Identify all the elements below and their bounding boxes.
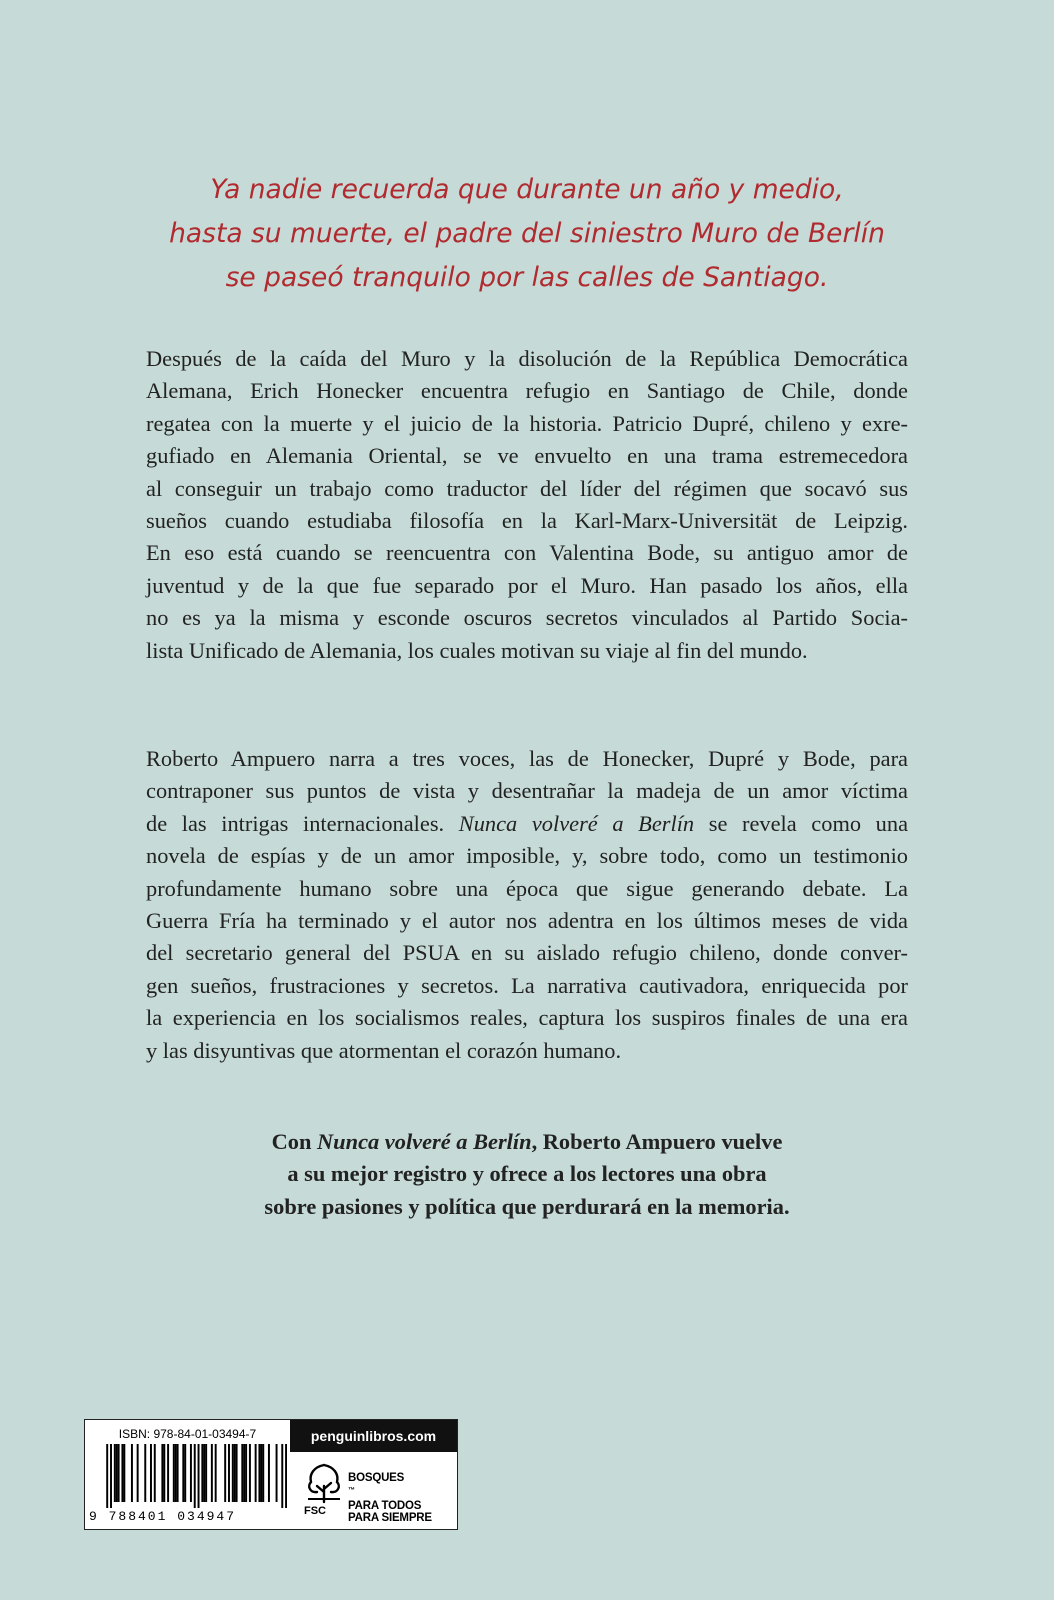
fsc-label: FSC	[304, 1505, 326, 1517]
closing-statement	[146, 1126, 908, 1223]
barcode-digits: 9 788401 034947	[89, 1509, 237, 1524]
barcode-bar	[285, 1444, 287, 1508]
barcode-bar	[116, 1444, 118, 1502]
tagline-line-3: se paseó tranquilo por las calles de Santiago.	[225, 262, 829, 293]
barcode-bar	[236, 1444, 238, 1502]
barcode-icon	[91, 1444, 287, 1508]
text-line: En eso está cuando se reencuentra con Valentina Bode, su antiguo amor de	[146, 540, 908, 566]
text-fragment: Con	[271, 1129, 317, 1154]
text-line: a su mejor registro y ofrece a los lectores una obra	[287, 1161, 767, 1187]
barcode-bar	[243, 1444, 245, 1502]
barcode-bar	[118, 1444, 120, 1502]
text-line: del secretario general del PSUA en su aislado refugio chileno, donde conver-	[146, 940, 908, 966]
barcode-bar	[276, 1444, 278, 1502]
barcode-bar	[258, 1444, 260, 1502]
synopsis-paragraph-1	[146, 343, 908, 667]
barcode-bar	[281, 1444, 283, 1508]
fsc-line: PARA SIEMPRE	[348, 1512, 432, 1525]
barcode-bar	[114, 1444, 116, 1502]
tagline-quote	[110, 168, 944, 300]
text-fragment: se revela como una	[694, 810, 909, 836]
text-line: sobre pasiones y política que perdurará en la memoria.	[264, 1193, 790, 1219]
barcode-bar	[232, 1444, 234, 1502]
fsc-slogan	[348, 1472, 432, 1525]
barcode-bar	[123, 1444, 125, 1502]
barcode-bar	[262, 1444, 264, 1502]
fsc-line: PARA TODOS	[348, 1499, 422, 1512]
barcode-bar	[249, 1444, 251, 1502]
text-line: lista Unificado de Alemania, los cuales motivan su viaje al fin del mundo.	[146, 637, 808, 663]
text-line: regatea con la muerte y el juicio de la historia. Patricio Dupré, chileno y exre-	[146, 410, 908, 436]
barcode-bar	[198, 1444, 200, 1508]
publisher-url: penguinlibros.com	[290, 1420, 457, 1452]
text-line	[146, 808, 908, 840]
isbn-label: ISBN: 978-84-01-03494-7	[118, 1427, 257, 1441]
text-line: gen sueños, frustraciones y secretos. La narrativa cautivadora, enriquecida por	[146, 972, 908, 998]
text-line: Después de la caída del Muro y la disolución de la República Democrática	[146, 346, 908, 371]
barcode-bar	[182, 1444, 184, 1502]
barcode-bar	[154, 1444, 156, 1502]
barcode-bar	[224, 1444, 226, 1502]
fsc-tree-icon	[304, 1462, 344, 1504]
synopsis-paragraph-2	[146, 743, 908, 1067]
publisher-panel	[290, 1420, 457, 1529]
barcode-bar	[260, 1444, 262, 1502]
barcode-bar	[245, 1444, 247, 1502]
barcode-bar	[177, 1444, 179, 1502]
barcode-bar	[201, 1444, 203, 1502]
text-line: no es ya la misma y esconde oscuros secretos vinculados al Partido Socia-	[146, 605, 908, 631]
text-fragment: , Roberto Ampuero vuelve	[531, 1129, 783, 1154]
fsc-line	[348, 1472, 432, 1500]
barcode-bar	[268, 1444, 270, 1502]
barcode-bar	[184, 1444, 186, 1502]
book-title: Nunca volveré a Berlín	[458, 810, 695, 836]
barcode-bar	[173, 1444, 175, 1502]
barcode-bar	[106, 1444, 108, 1508]
barcode-bar	[203, 1444, 205, 1502]
barcode-bar	[167, 1444, 169, 1502]
fsc-line-text: BOSQUES	[348, 1472, 405, 1484]
text-fragment: de las intrigas internacionales.	[146, 810, 459, 836]
trademark-mark: ™	[348, 1486, 355, 1494]
text-line	[146, 1126, 908, 1158]
text-line: y las disyuntivas que atormentan el corazón humano.	[146, 1037, 622, 1063]
barcode-bar	[163, 1444, 165, 1502]
barcode-bar	[150, 1444, 152, 1502]
barcode-bar	[241, 1444, 243, 1502]
barcode-bar	[234, 1444, 236, 1502]
barcode-bar	[110, 1444, 112, 1508]
text-line: contraponer sus puntos de vista y desentrañar la madeja de un amor víctima	[146, 778, 908, 804]
barcode-bar	[190, 1444, 192, 1502]
isbn-publisher-box	[84, 1419, 458, 1530]
text-line: Alemana, Erich Honecker encuentra refugio en Santiago de Chile, donde	[146, 378, 908, 404]
text-line: juventud y de la que fue separado por el Muro. Han pasado los años, ella	[146, 572, 908, 598]
text-line: sueños cuando estudiaba filosofía en la Karl-Marx-Universität de Leipzig.	[146, 508, 908, 534]
barcode-panel	[85, 1420, 290, 1529]
barcode-bar	[211, 1444, 213, 1502]
text-line: novela de espías y de un amor imposible, y, sobre todo, como un testimonio	[146, 843, 908, 869]
tagline-line-1: Ya nadie recuerda que durante un año y medio,	[210, 174, 844, 205]
barcode-bar	[215, 1444, 217, 1502]
text-line: la experiencia en los socialismos reales, captura los suspiros finales de una era	[146, 1005, 908, 1031]
text-line: gufiado en Alemania Oriental, se ve envuelto en una trama estremecedora	[146, 443, 908, 469]
barcode-bar	[255, 1444, 257, 1502]
barcode-bar	[205, 1444, 207, 1502]
text-line: profundamente humano sobre una época que sigue generando debate. La	[146, 875, 908, 901]
book-title: Nunca volveré a Berlín	[317, 1129, 532, 1154]
barcode-bar	[175, 1444, 177, 1502]
text-line: al conseguir un trabajo como traductor del líder del régimen que socavó sus	[146, 475, 908, 501]
barcode-bar	[228, 1444, 230, 1502]
barcode-bar	[121, 1444, 123, 1502]
barcode-bar	[144, 1444, 146, 1502]
text-line: Roberto Ampuero narra a tres voces, las de Honecker, Dupré y Bode, para	[146, 746, 908, 771]
barcode-bar	[161, 1444, 163, 1502]
barcode-bar	[131, 1444, 133, 1502]
text-line: Guerra Fría ha terminado y el autor nos adentra en los últimos meses de vida	[146, 908, 908, 934]
barcode-bar	[137, 1444, 139, 1502]
tagline-line-2: hasta su muerte, el padre del siniestro Muro de Berlín	[169, 218, 885, 249]
barcode-bar	[194, 1444, 196, 1508]
